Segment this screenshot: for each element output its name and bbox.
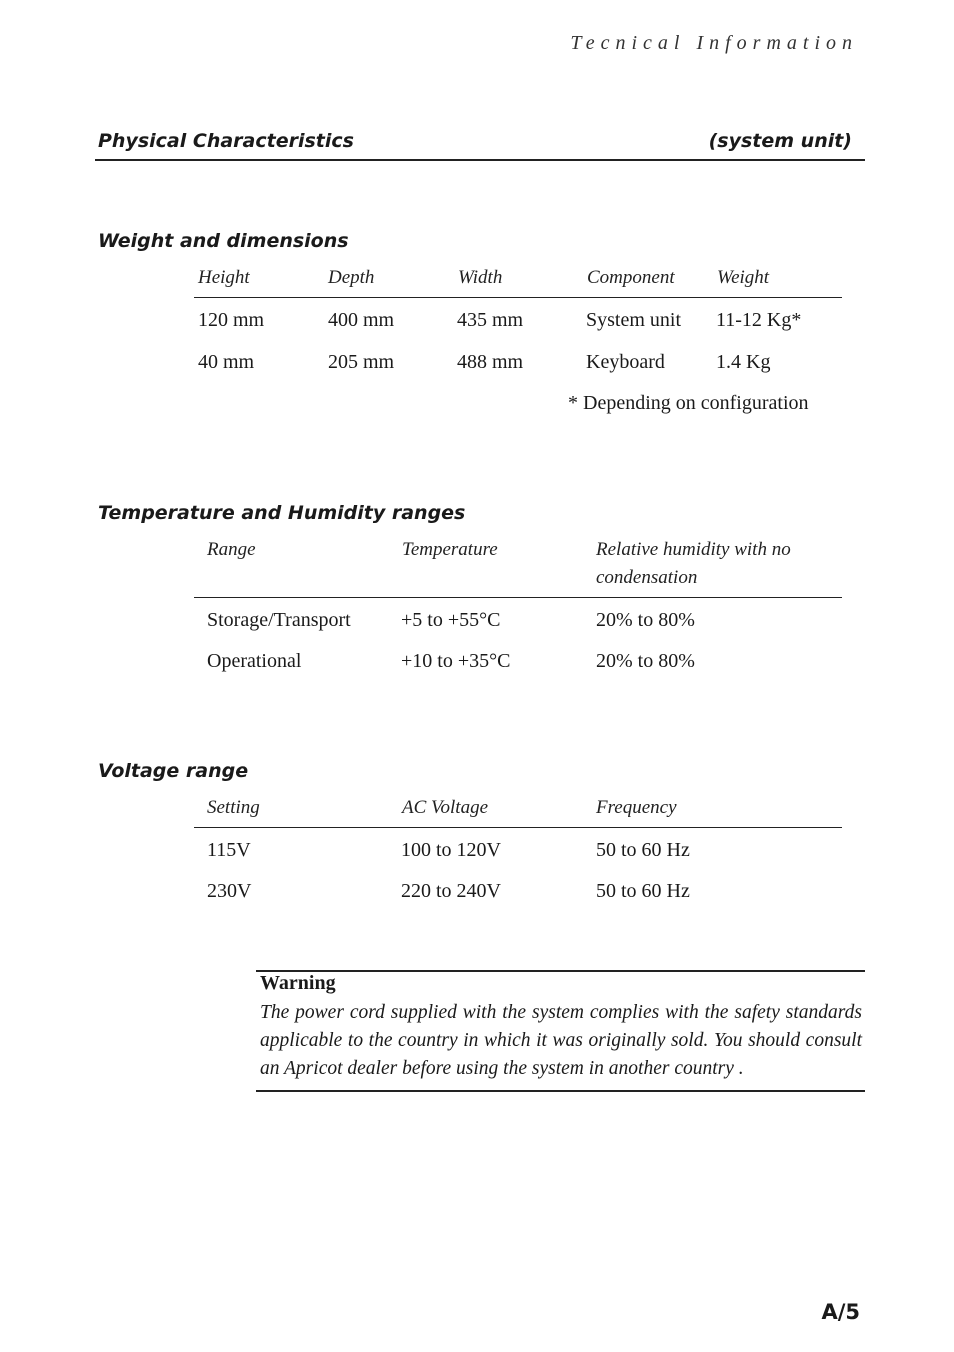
table-cell: 20% to 80%: [596, 609, 695, 631]
table-header-component: Component: [587, 267, 675, 288]
table-cell: 205 mm: [328, 351, 395, 373]
table-cell: 100 to 120V: [401, 839, 501, 861]
footnote: * Depending on configuration: [568, 392, 809, 414]
table-cell: 11-12 Kg*: [716, 309, 802, 331]
table-cell: 220 to 240V: [401, 880, 501, 902]
warning-box: [256, 970, 865, 1092]
table-cell: 40 mm: [198, 351, 255, 373]
table-header-width: Width: [458, 267, 503, 288]
table-header-frequency: Frequency: [596, 797, 677, 818]
section-heading-voltage: Voltage range: [98, 760, 249, 782]
table-cell: Keyboard: [586, 351, 665, 373]
table-cell: +10 to +35°C: [401, 650, 511, 672]
table-cell: 50 to 60 Hz: [596, 880, 690, 902]
table-cell: +5 to +55°C: [401, 609, 501, 631]
table-header-ac-voltage: AC Voltage: [402, 797, 489, 818]
table-cell: Storage/Transport: [207, 609, 351, 631]
warning-text: The power cord supplied with the system complies with the safety standards applicable to the country in which it was originally sold. You should consult an Apricot dealer before using the system in another country .: [260, 1002, 862, 1079]
table-cell: 20% to 80%: [596, 650, 695, 672]
section-heading-temperature: Temperature and Humidity ranges: [98, 502, 466, 524]
table-header-height: Height: [198, 267, 250, 288]
table-cell: 488 mm: [457, 351, 524, 373]
page-title: Physical Characteristics: [98, 130, 354, 152]
table-cell: 1.4 Kg: [716, 351, 771, 373]
table-cell: 435 mm: [457, 309, 524, 331]
table-cell: System unit: [586, 309, 682, 331]
table-rule: [194, 597, 842, 598]
page-title-bar: [95, 130, 865, 161]
warning-title: Warning: [260, 972, 336, 994]
table-header-temperature: Temperature: [402, 539, 498, 560]
table-cell: 120 mm: [198, 309, 265, 331]
table-header-depth: Depth: [328, 267, 375, 288]
page-subtitle: (system unit): [708, 130, 852, 152]
table-cell: 50 to 60 Hz: [596, 839, 690, 861]
table-header-humidity: Relative humidity with no condensation: [596, 539, 791, 588]
table-rule: [194, 827, 842, 828]
section-heading-weight: Weight and dimensions: [98, 230, 349, 252]
table-header-setting: Setting: [207, 797, 260, 818]
table-cell: 400 mm: [328, 309, 395, 331]
table-cell: Operational: [207, 650, 302, 672]
table-header-weight: Weight: [717, 267, 770, 288]
table-cell: 230V: [207, 880, 252, 902]
page-number: A/5: [821, 1300, 860, 1324]
table-header-range: Range: [207, 539, 256, 560]
table-cell: 115V: [207, 839, 251, 861]
running-head: Tecnical Information: [570, 32, 858, 54]
table-rule: [194, 297, 842, 298]
